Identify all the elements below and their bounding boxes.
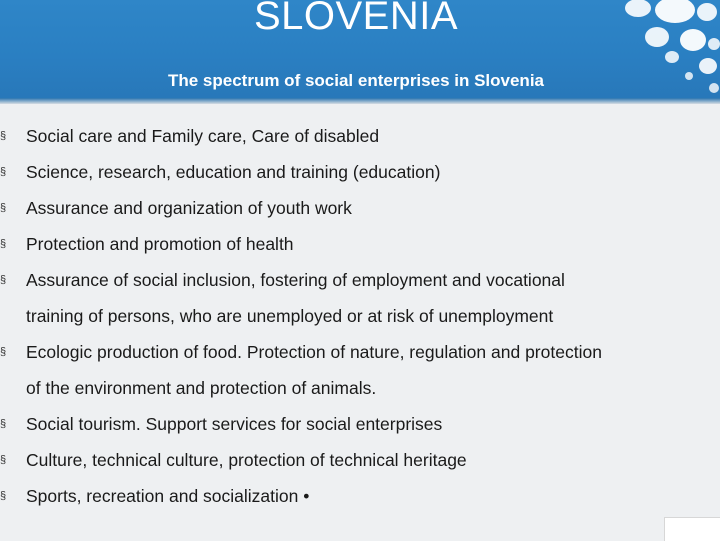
list-item — [0, 442, 720, 478]
list-item-text: Assurance of social inclusion, fostering of employment and vocational — [26, 270, 565, 290]
list-item-text: Science, research, education and training (education) — [26, 162, 441, 182]
list-item — [0, 190, 720, 226]
list-item — [0, 118, 720, 154]
bullet-marker: § — [0, 238, 7, 250]
list-item-text: Ecologic production of food. Protection of nature, regulation and protection — [26, 342, 602, 362]
list-item-text-continued: training of persons, who are unemployed or at risk of unemployment — [26, 306, 554, 326]
bullet-marker: § — [0, 454, 7, 466]
header-banner — [0, 0, 720, 103]
bullet-marker: § — [0, 166, 7, 178]
list-item-text-continued: of the environment and protection of animals. — [26, 378, 377, 398]
list-item — [0, 154, 720, 190]
bullet-marker: § — [0, 130, 7, 142]
header-shadow — [0, 98, 720, 104]
list-item-text: Culture, technical culture, protection of technical heritage — [26, 450, 467, 470]
slide-title: SLOVENIA — [253, 0, 459, 38]
list-item-text: Social care and Family care, Care of disabled — [26, 126, 380, 146]
decorative-bubbles-icon — [610, 0, 720, 100]
list-item-text: Assurance and organization of youth work — [26, 198, 352, 218]
list-item — [0, 334, 720, 406]
list-item — [0, 478, 720, 514]
slide-subtitle: The spectrum of social enterprises in Slovenia — [167, 71, 544, 90]
corner-box — [664, 517, 720, 541]
list-item — [0, 406, 720, 442]
list-item-text: Sports, recreation and socialization • — [26, 486, 310, 506]
list-item — [0, 262, 720, 334]
list-item — [0, 226, 720, 262]
list-item-text: Protection and promotion of health — [26, 234, 294, 254]
bullet-marker: § — [0, 346, 7, 358]
bullet-marker: § — [0, 418, 7, 430]
list-item-text: Social tourism. Support services for social enterprises — [26, 414, 443, 434]
bullet-list — [0, 118, 720, 514]
bullet-marker: § — [0, 490, 7, 502]
bullet-marker: § — [0, 202, 7, 214]
bullet-marker: § — [0, 274, 7, 286]
